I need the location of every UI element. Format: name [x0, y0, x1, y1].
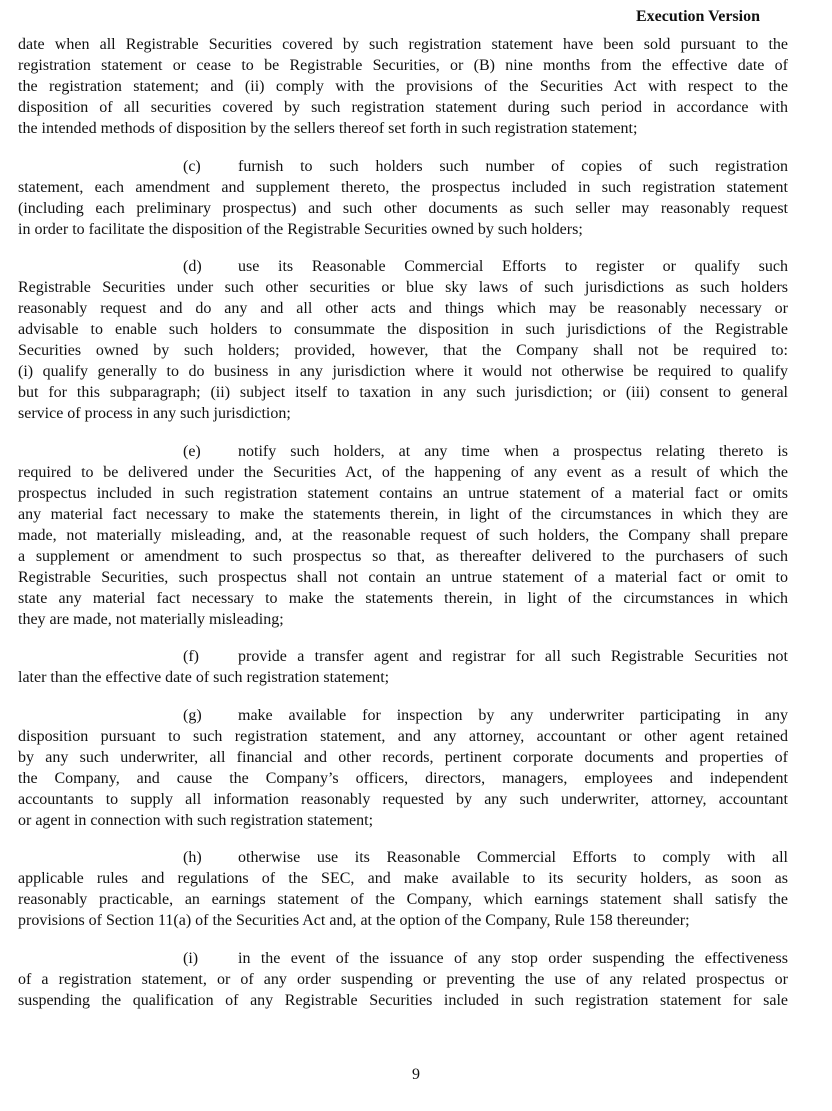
- clause-label: (e): [183, 442, 201, 460]
- text-line: or agent in connection with such registration statement;: [18, 811, 374, 829]
- text-line: state any material fact necessary to make the statements therein, in light of the circumstances in which: [18, 589, 788, 607]
- text-line: disposition of all securities covered by such registration statement during such period in accordance with: [18, 99, 788, 116]
- text-line: but for this subparagraph; (ii) subject itself to taxation in any such jurisdiction; or (iii) consent to general: [18, 384, 788, 401]
- clause-label: (g): [183, 706, 202, 724]
- text-line: suspending the qualification of any Registrable Securities included in such registration statement for sale: [18, 991, 788, 1009]
- text-line: they are made, not materially misleading;: [18, 610, 284, 628]
- text-line: the registration statement; and (ii) comply with the provisions of the Securities Act with respect to the: [18, 78, 788, 95]
- text-line: Registrable Securities under such other securities or blue sky laws of such jurisdictions as such holders: [18, 279, 788, 296]
- clause-g: [18, 705, 788, 831]
- text-line: any material fact necessary to make the statements therein, in light of the circumstances in which they are: [18, 505, 788, 523]
- text-line: registration statement or cease to be Registrable Securities, or (B) nine months from the effective date of: [18, 57, 788, 74]
- text-line: notify such holders, at any time when a prospectus relating thereto is: [238, 442, 788, 460]
- clause-c: [18, 156, 788, 240]
- clause-label: (h): [183, 849, 202, 866]
- page-number: 9: [412, 1066, 420, 1083]
- text-line: Securities owned by such holders; provided, however, that the Company shall not be required to:: [18, 342, 788, 359]
- version-header: Execution Version: [635, 8, 760, 25]
- text-line: disposition pursuant to such registration statement, and any attorney, accountant or other agent retained: [18, 727, 788, 745]
- continued-paragraph: [18, 34, 788, 139]
- clause-label: (i): [183, 949, 199, 967]
- text-line: applicable rules and regulations of the SEC, and make available to its security holders, as soon as: [18, 870, 788, 887]
- text-line: the Company, and cause the Company’s officers, directors, managers, employees and independent: [18, 769, 788, 787]
- text-line: later than the effective date of such registration statement;: [18, 669, 390, 686]
- document-body: [18, 34, 788, 1027]
- text-line: otherwise use its Reasonable Commercial Efforts to comply with all: [238, 849, 788, 866]
- text-line: (i) qualify generally to do business in any jurisdiction where it would not otherwise be required to qualify: [18, 363, 788, 380]
- clause-label: (d): [183, 258, 202, 275]
- clause-label: (c): [183, 157, 201, 175]
- text-line: reasonably request and do any and all other acts and things which may be reasonably necessary or: [18, 300, 788, 317]
- text-line: the intended methods of disposition by the sellers thereof set forth in such registration statement;: [18, 120, 638, 137]
- text-line: date when all Registrable Securities covered by such registration statement have been sold pursuant to the: [18, 36, 788, 53]
- text-line: in order to facilitate the disposition of the Registrable Securities owned by such holders;: [18, 220, 583, 238]
- text-line: Registrable Securities, such prospectus shall not contain an untrue statement of a material fact or omit to: [18, 568, 788, 586]
- text-line: statement, each amendment and supplement thereto, the prospectus included in such registration statement: [18, 178, 788, 196]
- text-line: prospectus included in such registration statement contains an untrue statement of a material fact or omits: [18, 484, 788, 502]
- text-line: in the event of the issuance of any stop order suspending the effectiveness: [238, 949, 788, 967]
- text-line: use its Reasonable Commercial Efforts to register or qualify such: [238, 258, 788, 275]
- clause-f: [18, 646, 788, 688]
- text-line: by any such underwriter, all financial and other records, pertinent corporate documents and properties of: [18, 748, 788, 766]
- text-line: provisions of Section 11(a) of the Securities Act and, at the option of the Company, Rule 158 thereunder;: [18, 912, 690, 929]
- clause-e: [18, 441, 788, 630]
- text-line: service of process in any such jurisdiction;: [18, 405, 291, 422]
- text-line: made, not materially misleading, and, at the reasonable request of such holders, the Company shall prepare: [18, 526, 788, 544]
- text-line: (including each preliminary prospectus) and such other documents as such seller may reasonably request: [18, 199, 788, 217]
- clause-d: [18, 256, 788, 424]
- text-line: of a registration statement, or of any order suspending or preventing the use of any related prospectus or: [18, 970, 788, 988]
- clause-i: [18, 948, 788, 1011]
- text-line: reasonably practicable, an earnings statement of the Company, which earnings statement shall satisfy the: [18, 891, 788, 908]
- text-line: furnish to such holders such number of copies of such registration: [238, 157, 788, 175]
- text-line: accountants to supply all information reasonably requested by any such underwriter, attorney, accountant: [18, 790, 788, 808]
- clause-h: [18, 847, 788, 931]
- clause-label: (f): [183, 648, 199, 665]
- text-line: required to be delivered under the Securities Act, of the happening of any event as a result of which the: [18, 463, 788, 481]
- text-line: advisable to enable such holders to consummate the disposition in such jurisdictions of the Registrable: [18, 321, 788, 338]
- text-line: provide a transfer agent and registrar for all such Registrable Securities not: [238, 648, 788, 665]
- text-line: make available for inspection by any underwriter participating in any: [238, 706, 788, 724]
- text-line: a supplement or amendment to such prospectus so that, as thereafter delivered to the purchasers of such: [18, 547, 788, 565]
